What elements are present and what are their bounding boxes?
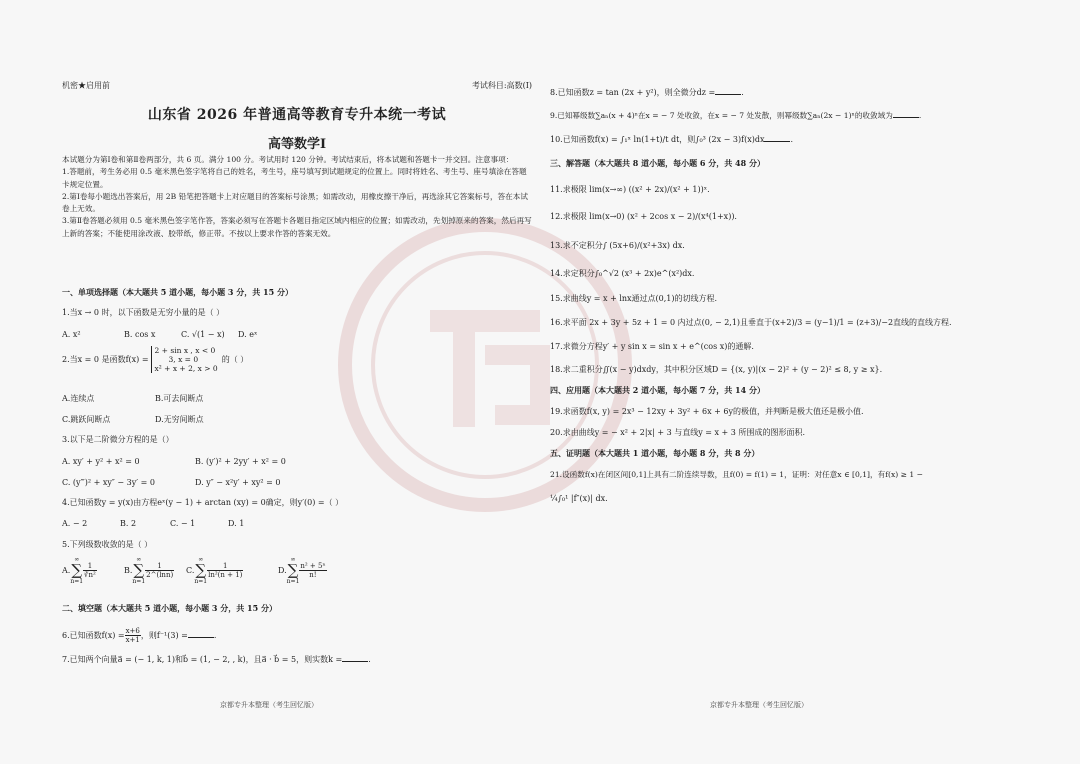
instruction-paragraph: 1.答题前，考生务必用 0.5 毫米黑色签字笔将自己的姓名，考生号，座号填写到试题规定的位置上。同时将姓名、考生号、座号填涂在答题卡规定位置。 [62,167,527,189]
option-row [62,329,257,340]
option-c: C. − 1 [170,519,196,528]
option-d: D.无穷间断点 [155,415,204,424]
option-d: D. y″ − x²y′ + xy² = 0 [195,478,281,487]
question-2 [62,346,248,373]
option-row [62,414,204,425]
question-8: 8.已知函数z = tan (2x + y²)，则全微分dz = . [550,88,744,97]
question-10: 10.已知函数f(x) = ∫₁ˣ ln(1+t)/t dt，则∫₀³ (2x − 3)f(x)dx . [550,135,794,144]
footer-note: 京都专升本整理（考生回忆版） [710,701,808,709]
exam-subtitle: 高等数学Ⅰ [267,137,327,152]
question-9: 9.已知幂级数∑aₙ(x + 4)ⁿ在x = − 7 处收敛，在x = − 7 处发散，则幂级数∑aₙ(2x − 1)ⁿ的收敛域为 . [550,111,922,120]
option-row [62,556,327,585]
question-20: 20.求由曲线y = − x² + 2|x| + 3 与直线y = x + 3 所围成的图形面积. [550,428,805,437]
answer-blank [715,94,741,95]
piece-1: 2 + sin x , x < 0 [154,346,216,355]
question-21: 21.设函数f(x)在闭区间[0,1]上具有二阶连续导数，且f(0) = f(1) = 1，证明：对任意x ∈ [0,1]，有f(x) ≥ 1 − [550,470,924,479]
confidential-label: 机密★启用前 [62,81,110,90]
option-d: D. eˣ [238,330,258,339]
option-c: C. (y‴)² + xy″ − 3y′ = 0 [62,478,155,487]
option-b: B. (y′)² + 2yy′ + x² = 0 [195,457,286,466]
piecewise-brace [151,346,218,373]
piece-3: x² + x + 2, x > 0 [154,364,218,373]
question-stem: 1.当x → 0 时，以下函数是无穷小量的是（ ） [62,308,225,317]
question-stem: 4.已知函数y = y(x)由方程eˣ(y − 1) + arctan (xy) = 0确定，则y′(0) =（ ） [62,498,344,507]
subject-label: 考试科目:高数(Ⅰ) [471,81,532,90]
answer-blank [342,661,368,662]
question-stem: 2.当x = 0 是函数f(x) = [62,355,149,364]
option-b: B.可去间断点 [155,394,204,403]
question-11: 11.求极限 lim(x→∞) ((x² + 2x)/(x² + 1))ˣ. [550,185,710,194]
question-stem: 5.下列级数收敛的是（ ） [62,540,153,549]
option-a: A. x² [62,330,81,339]
answer-blank [893,117,919,118]
question-13: 13.求不定积分∫ (5x+6)/(x²+3x) dx. [550,241,685,250]
question-17: 17.求微分方程y′ + y sin x = sin x + e^(cos x)的通解. [550,342,754,351]
option-row [62,477,280,488]
question-15: 15.求曲线y = x + lnx通过点(0,1)的切线方程. [550,294,718,303]
section-heading: 三、解答题（本大题共 8 道小题，每小题 6 分，共 48 分） [550,158,765,168]
question-14: 14.求定积分∫₀^√2 (x³ + 2x)e^(x²)dx. [550,269,695,278]
option-a: A.连续点 [62,394,95,403]
question-stem: 3.以下是二阶微分方程的是（） [62,435,174,444]
option-a: A. − 2 [62,519,88,528]
option-c: C.跳跃间断点 [62,415,111,424]
section-heading: 四、应用题（本大题共 2 道小题，每小题 7 分，共 14 分） [550,385,765,395]
section-heading: 二、填空题（本大题共 5 道小题，每小题 3 分，共 15 分） [62,603,277,613]
option-row [62,456,286,467]
section-heading: 一、单项选择题（本大题共 5 道小题，每小题 3 分，共 15 分） [62,287,293,297]
option-b: B. 2 [120,519,137,528]
option-row [62,518,244,529]
answer-blank [188,637,214,638]
option-a: A. xy′ + y² + x² = 0 [62,457,140,466]
option-d: D.∞ ∑ n=1 $\frac{\text{n² + 5ⁿ}}{n!}$ [278,556,326,585]
instruction-paragraph: 2.第Ⅰ卷每小题选出答案后，用 2B 铅笔把答题卡上对应题目的答案标号涂黑；如需改动，用橡皮擦干净后，再选涂其它答案标号，答在本试卷上无效。 [62,191,528,214]
piece-2: 3, x = 0 [168,355,199,364]
answer-blank [764,141,790,142]
question-18: 18.求二重积分∬(x − y)dxdy，其中积分区域D = {(x, y)|(x − 2)² + (y − 2)² ≤ 8, y ≥ x}. [550,365,883,374]
section-heading: 五、证明题（本大题共 1 道小题，每小题 8 分，共 8 分） [550,448,760,458]
option-c: C. √(1 − x) [181,330,225,339]
option-b: B.∞ ∑ n=1 $\frac{1}{2\^{}(\ln n)}$ [124,556,174,585]
question-19: 19.求函数f(x, y) = 2x³ − 12xy + 3y² + 6x + 6y的极值，并判断是极大值还是极小值. [550,407,864,416]
question-21-continued: ¼∫₀¹ |f″(x)| dx. [550,494,608,503]
option-c: C.∞ ∑ n=1 $\frac{1}{\text{ln²(n + 1)}}$ [186,556,243,585]
option-b: B. cos x [124,330,156,339]
option-a: A.∞ ∑ n=1 $\frac{1}{\text{∛n²}}$ [62,556,96,585]
instruction-paragraph: 3.第Ⅱ卷答题必须用 0.5 毫米黑色签字笔作答，答案必须写在答题卡各题目指定区域内相应的位置；如需改动，先划掉原来的答案，然后再写上新的答案；不能使用涂改液、胶带纸，修正带。不按以上要求作答的答案无效。 [62,216,532,238]
question-16: 16.求平面 2x + 3y + 5z + 1 = 0 内过点(0, − 2,1)且垂直于(x+2)/3 = (y−1)/1 = (z+3)/−2直线的直线方程. [550,318,952,327]
question-6: 6.已知函数f(x) = $\frac{x+6}{x+1}$ ，则f⁻¹(3) = . [62,627,217,644]
option-row [62,393,203,404]
question-7: 7.已知两个向量a⃗ = (− 1, k, 1)和b⃗ = (1, − 2, , k)，且a⃗ · b⃗ = 5，则实数k = . [62,655,371,664]
question-12: 12.求极限 lim(x→0) (x² + 2cos x − 2)/(x⁴(1+x)). [550,212,737,221]
footer-note: 京都专升本整理（考生回忆版） [220,701,318,709]
option-d: D. 1 [228,519,245,528]
exam-title: 山东省 2026 年普通高等教育专升本统一考试 [147,107,447,123]
question-stem-end: 的（ ） [221,355,249,364]
instruction-paragraph: 本试题分为第Ⅰ卷和第Ⅱ卷两部分，共 6 页。满分 100 分。考试用时 120 分钟。考试结束后，将本试题和答题卡一并交回。注意事项： [62,155,514,164]
instructions [62,154,532,240]
